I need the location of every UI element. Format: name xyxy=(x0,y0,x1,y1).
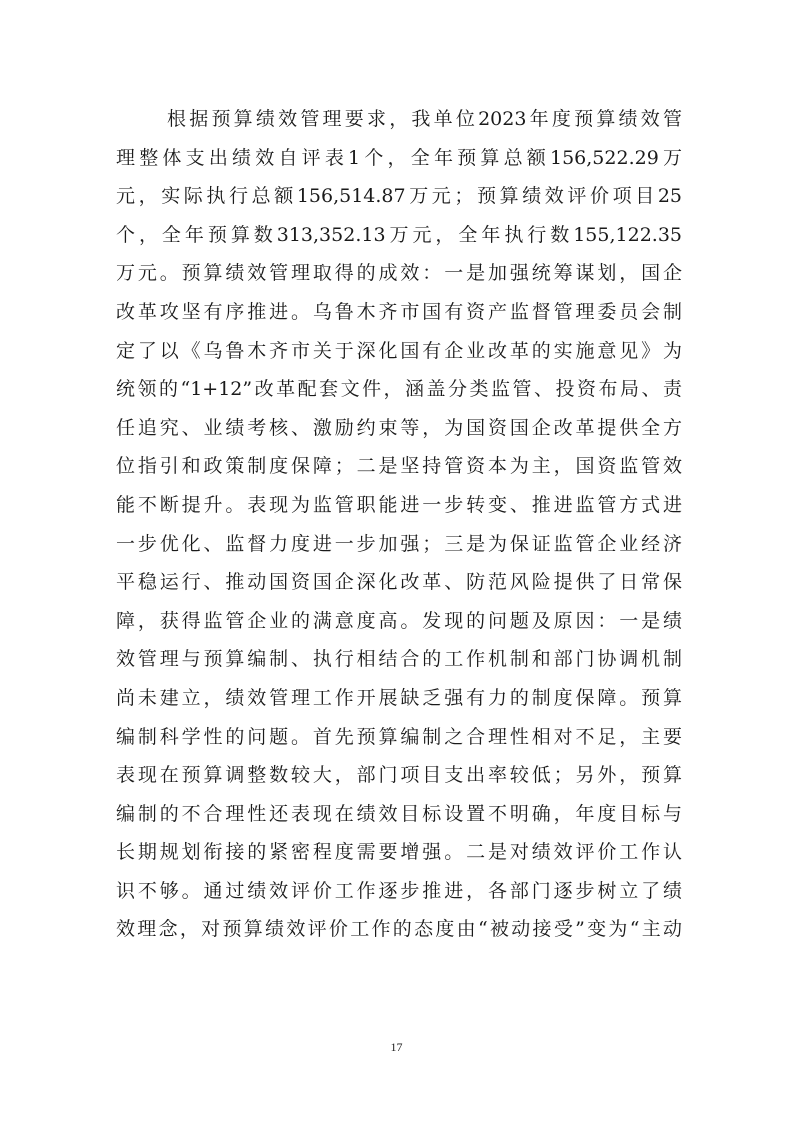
paragraph-line: 编制科学性的问题。首先预算编制之合理性相对不足，主要 xyxy=(116,725,682,748)
paragraph-line: 根据预算绩效管理要求，我单位2023年度预算绩效管 xyxy=(167,108,682,130)
page-number: 17 xyxy=(390,1040,403,1054)
paragraph-line: 效理念，对预算绩效评价工作的态度由“被动接受”变为“主动 xyxy=(116,918,682,941)
body-paragraph xyxy=(116,100,682,949)
paragraph-line: 识不够。通过绩效评价工作逐步推进，各部门逐步树立了绩 xyxy=(116,879,682,902)
paragraph-line: 障，获得监管企业的满意度高。发现的问题及原因：一是绩 xyxy=(116,609,682,632)
paragraph-line: 平稳运行、推动国资国企深化改革、防范风险提供了日常保 xyxy=(116,571,682,594)
paragraph-line: 能不断提升。表现为监管职能进一步转变、推进监管方式进 xyxy=(116,493,682,516)
paragraph-line: 改革攻坚有序推进。乌鲁木齐市国有资产监督管理委员会制 xyxy=(116,300,682,323)
paragraph-line: 效管理与预算编制、执行相结合的工作机制和部门协调机制 xyxy=(116,648,682,671)
paragraph-line: 统领的“1+12”改革配套文件，涵盖分类监管、投资布局、责 xyxy=(116,378,682,401)
paragraph-line: 理整体支出绩效自评表1个，全年预算总额156,522.29万 xyxy=(116,146,682,169)
paragraph-line: 任追究、业绩考核、激励约束等，为国资国企改革提供全方 xyxy=(116,416,682,439)
paragraph-line: 一步优化、监督力度进一步加强；三是为保证监管企业经济 xyxy=(116,532,682,555)
paragraph-line: 表现在预算调整数较大，部门项目支出率较低；另外，预算 xyxy=(116,764,682,787)
paragraph-line: 定了以《乌鲁木齐市关于深化国有企业改革的实施意见》为 xyxy=(116,339,682,362)
paragraph-line: 元，实际执行总额156,514.87万元；预算绩效评价项目25 xyxy=(116,185,682,208)
paragraph-line: 编制的不合理性还表现在绩效目标设置不明确，年度目标与 xyxy=(116,802,682,825)
paragraph-line: 长期规划衔接的紧密程度需要增强。二是对绩效评价工作认 xyxy=(116,841,682,864)
paragraph-line: 个，全年预算数313,352.13万元，全年执行数155,122.35 xyxy=(116,223,682,246)
paragraph-line: 位指引和政策制度保障；二是坚持管资本为主，国资监管效 xyxy=(116,455,682,478)
paragraph-line: 万元。预算绩效管理取得的成效：一是加强统筹谋划，国企 xyxy=(116,262,682,285)
paragraph-line: 尚未建立，绩效管理工作开展缺乏强有力的制度保障。预算 xyxy=(116,686,682,709)
